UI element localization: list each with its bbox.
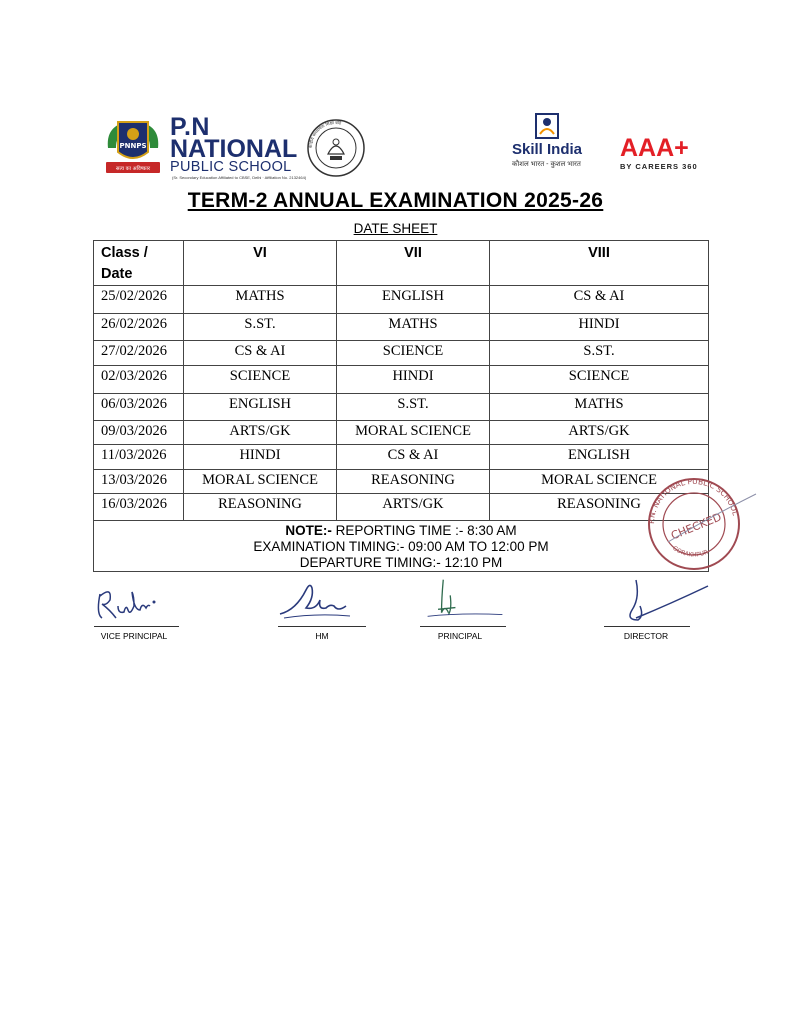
table-row: [94, 365, 709, 393]
school-affiliation: (Sr. Secondary Education Affiliated to CBSE, Delhi · Affiliation No. 2132464): [172, 175, 307, 180]
table-header-row: [94, 241, 709, 286]
subject-vi: SCIENCE: [184, 365, 337, 393]
skill-india-logo: [512, 112, 592, 178]
subject-vi: ENGLISH: [184, 393, 337, 420]
skill-india-icon: [534, 112, 560, 140]
subject-vii: HINDI: [337, 365, 490, 393]
stamp-center-text: CHECKED: [669, 510, 724, 543]
subject-viii: HINDI: [490, 314, 709, 341]
stamp-bottom-text: GORAKHPUR: [671, 544, 710, 559]
subject-vi: REASONING: [184, 494, 337, 521]
checked-stamp-icon: [638, 472, 758, 572]
subject-vii: MORAL SCIENCE: [337, 420, 490, 445]
school-emblem-icon: [104, 118, 162, 180]
aaa-subtitle: BY CAREERS 360: [620, 162, 698, 171]
table-row: [94, 341, 709, 366]
exam-date: 16/03/2026: [94, 494, 184, 521]
hm-signature-icon: [276, 580, 356, 620]
exam-date: 11/03/2026: [94, 445, 184, 470]
exam-date: 26/02/2026: [94, 314, 184, 341]
subject-viii: SCIENCE: [490, 365, 709, 393]
note-row: [94, 521, 709, 572]
table-row: [94, 469, 709, 494]
table-row: [94, 286, 709, 314]
note-exam-timing: EXAMINATION TIMING:- 09:00 AM TO 12:00 PM: [253, 539, 549, 554]
subject-vii: MATHS: [337, 314, 490, 341]
note-departure-timing: DEPARTURE TIMING:- 12:10 PM: [299, 555, 503, 570]
subject-vii: REASONING: [337, 469, 490, 494]
skill-india-title: Skill India: [512, 141, 583, 158]
director-label: DIRECTOR: [623, 631, 669, 641]
exam-date: 02/03/2026: [94, 365, 184, 393]
emblem-banner: सत्य का अविष्कार: [115, 166, 151, 172]
date-sheet-table: [93, 240, 709, 572]
principal-label: PRINCIPAL: [437, 631, 483, 641]
principal-signature-icon: [420, 578, 510, 618]
table-row: [94, 393, 709, 420]
page-subtitle: DATE SHEET: [353, 221, 438, 236]
table-row: [94, 420, 709, 445]
note-label: NOTE:-: [285, 523, 332, 538]
page-title: TERM-2 ANNUAL EXAMINATION 2025-26: [187, 189, 604, 212]
subject-vi: MATHS: [184, 286, 337, 314]
school-name-line2: NATIONAL: [170, 135, 298, 163]
header-class-vi: VI: [184, 241, 337, 286]
skill-india-tagline: कौशल भारत - कुशल भारत: [512, 161, 581, 168]
table-row: [94, 494, 709, 521]
vice-principal-sign-line: [94, 626, 179, 627]
school-name-line1: P.N: [170, 113, 210, 141]
subject-vii: CS & AI: [337, 445, 490, 470]
cbse-seal-text: केन्द्रीय माध्यमिक शिक्षा बोर्ड: [307, 119, 342, 149]
principal-sign-line: [420, 626, 506, 627]
subject-vi: MORAL SCIENCE: [184, 469, 337, 494]
exam-date: 09/03/2026: [94, 420, 184, 445]
aaa-title: AAA+: [620, 134, 689, 162]
exam-date: 13/03/2026: [94, 469, 184, 494]
subject-vi: ARTS/GK: [184, 420, 337, 445]
subject-viii: MATHS: [490, 393, 709, 420]
subject-viii: ARTS/GK: [490, 420, 709, 445]
school-name-line3: PUBLIC SCHOOL: [170, 159, 292, 175]
director-sign-line: [604, 626, 690, 627]
subject-vii: SCIENCE: [337, 341, 490, 366]
table-row: [94, 314, 709, 341]
subject-viii: S.ST.: [490, 341, 709, 366]
hm-label: HM: [315, 631, 329, 641]
exam-date: 25/02/2026: [94, 286, 184, 314]
exam-date: 27/02/2026: [94, 341, 184, 366]
vice-principal-label: VICE PRINCIPAL: [100, 631, 168, 641]
subject-viii: CS & AI: [490, 286, 709, 314]
subject-vii: S.ST.: [337, 393, 490, 420]
stamp-ring-text: P.N. NATIONAL PUBLIC SCHOOL: [646, 476, 741, 525]
subject-vi: HINDI: [184, 445, 337, 470]
subject-vii: ARTS/GK: [337, 494, 490, 521]
header-class-vii: VII: [337, 241, 490, 286]
note-cell: [94, 521, 709, 572]
subject-vi: S.ST.: [184, 314, 337, 341]
subject-viii: MORAL SCIENCE: [490, 469, 709, 494]
aaa-logo: [620, 136, 710, 176]
table-row: [94, 445, 709, 470]
vice-principal-signature-icon: [94, 584, 174, 624]
hm-sign-line: [278, 626, 366, 627]
cbse-seal-icon: [306, 118, 366, 178]
header-date: Class / Date: [94, 241, 184, 286]
director-signature-icon: [600, 576, 710, 626]
note-reporting-time: REPORTING TIME :- 8:30 AM: [335, 523, 517, 538]
school-logo: [104, 113, 307, 182]
subject-vii: ENGLISH: [337, 286, 490, 314]
subject-viii: ENGLISH: [490, 445, 709, 470]
exam-date: 06/03/2026: [94, 393, 184, 420]
header-class-viii: VIII: [490, 241, 709, 286]
subject-vi: CS & AI: [184, 341, 337, 366]
emblem-initials: PNNPS: [119, 142, 147, 150]
subject-viii: REASONING: [490, 494, 709, 521]
